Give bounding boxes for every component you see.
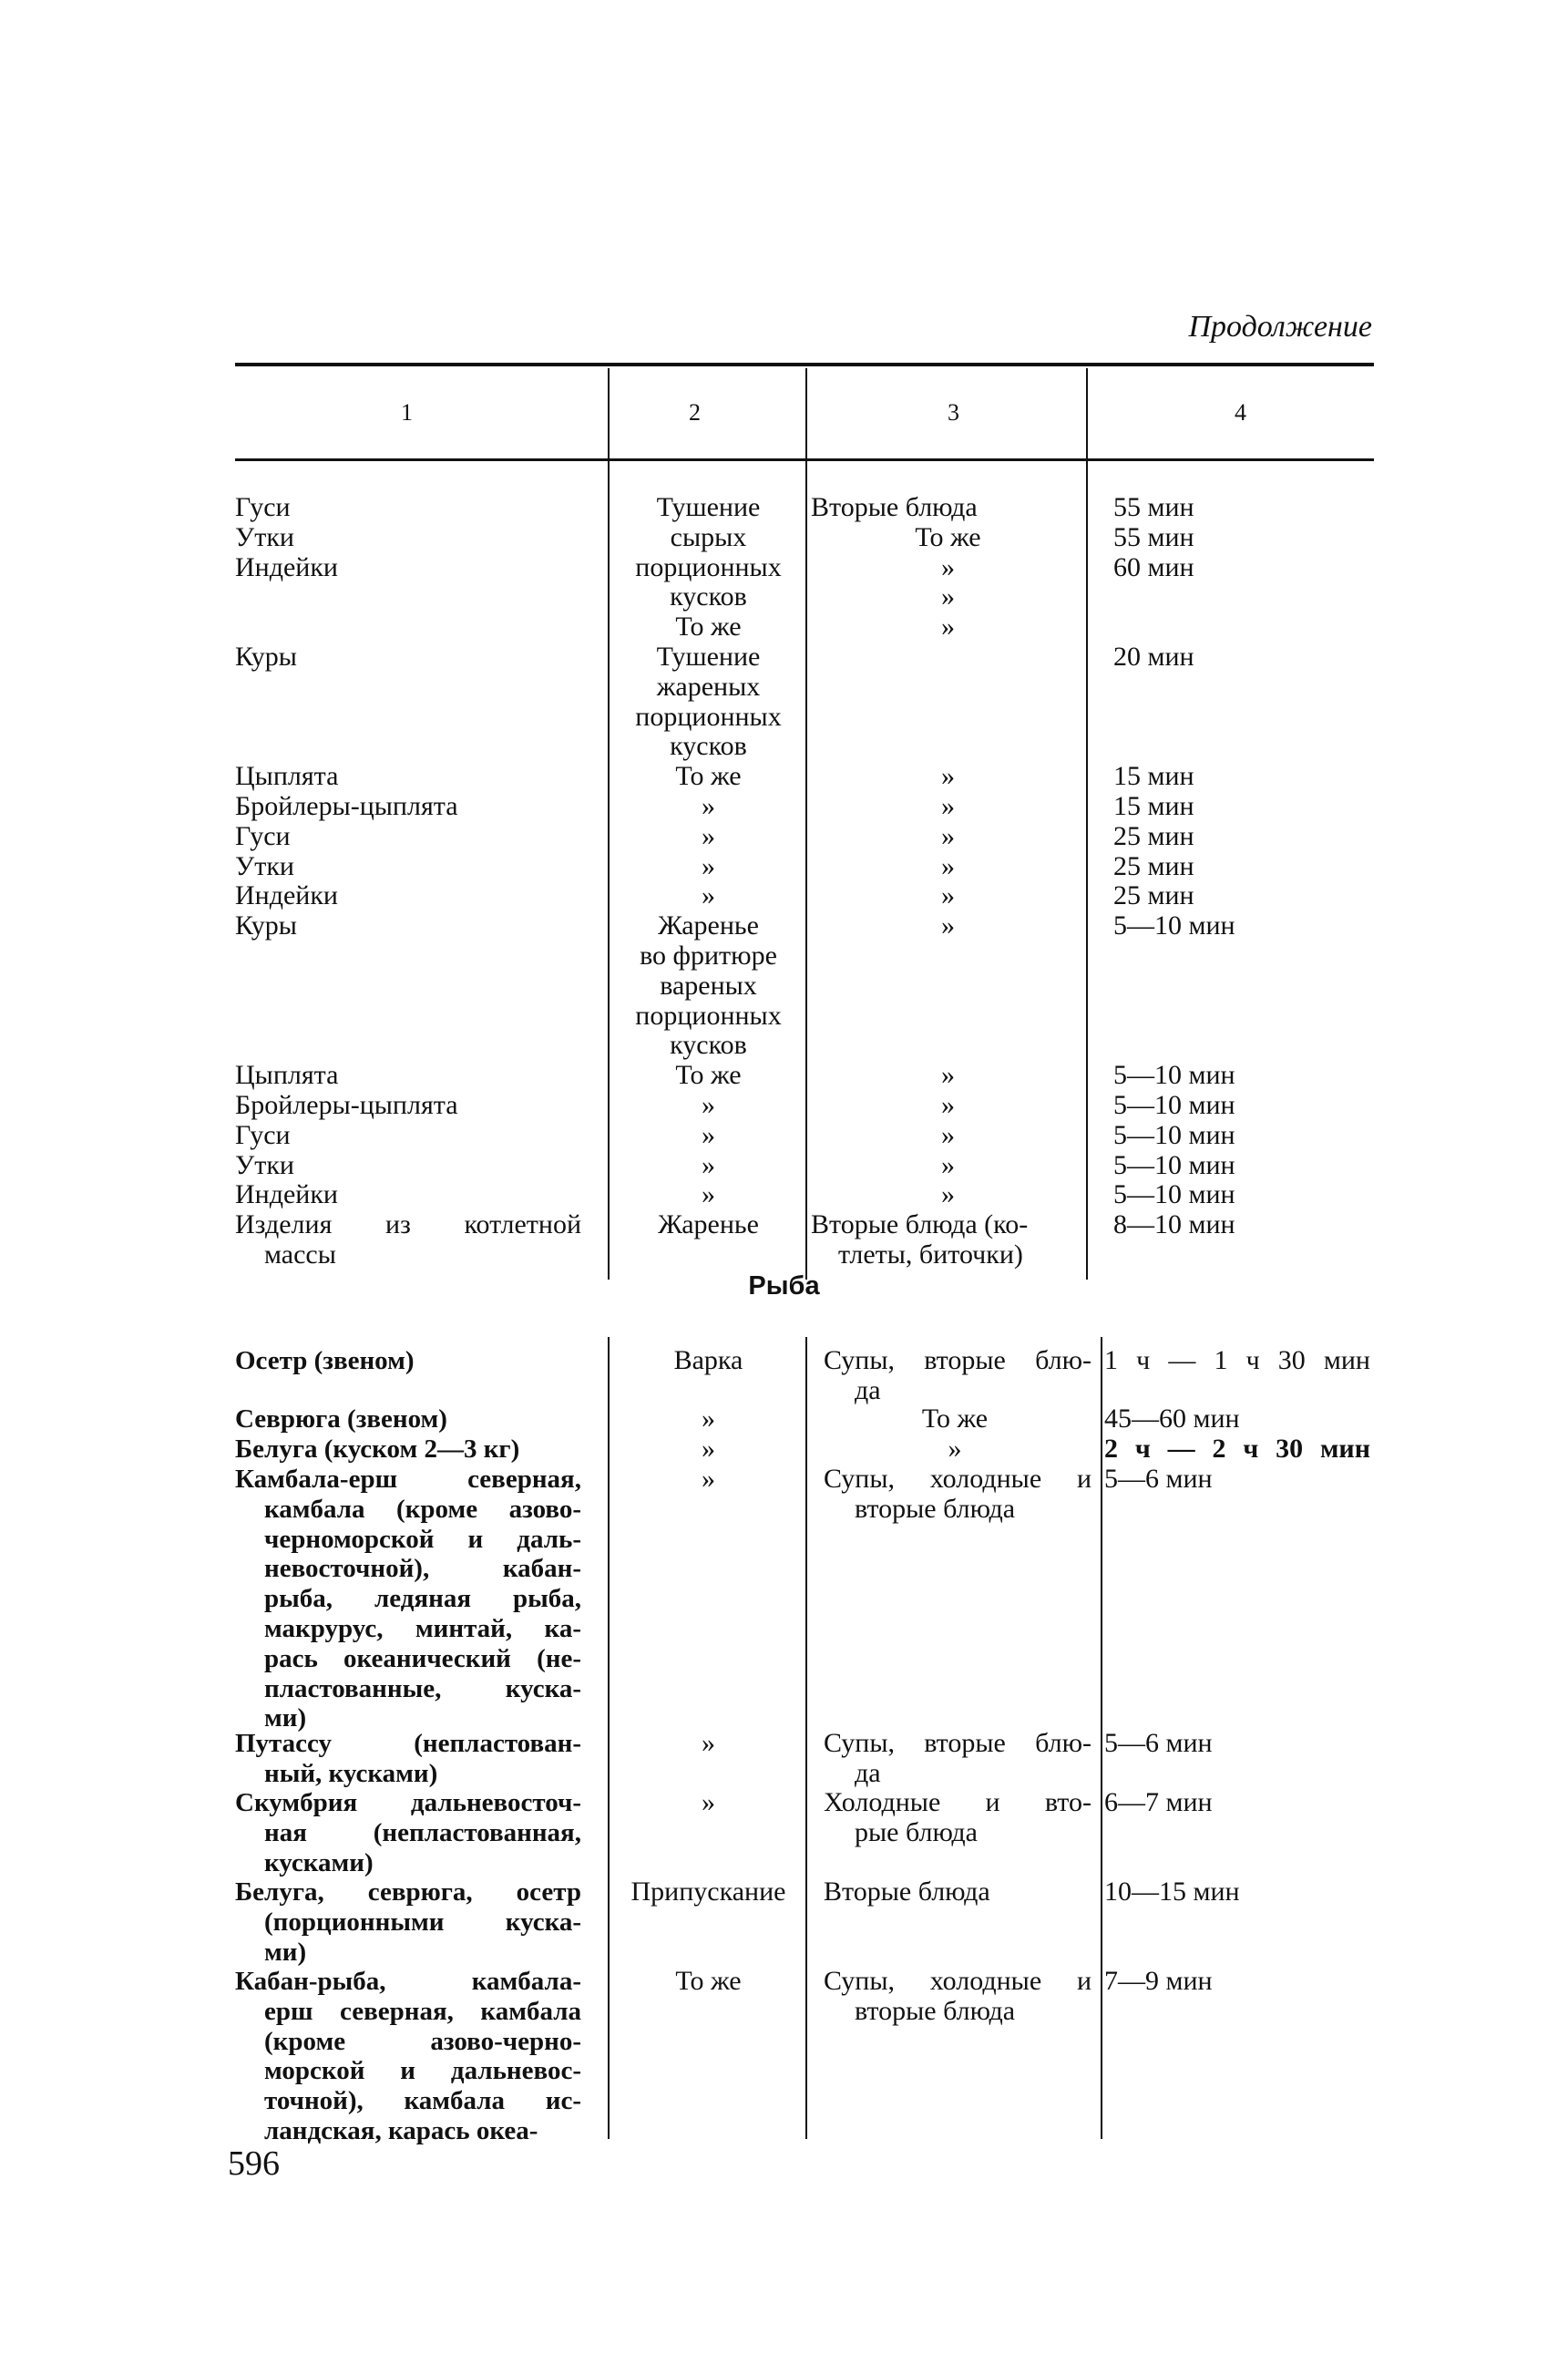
- cell-method: во фритюре: [640, 941, 777, 971]
- cell-use: »: [941, 1060, 955, 1091]
- cell-method: жареных: [656, 671, 761, 702]
- cell-use: »: [941, 1149, 955, 1180]
- cell-time: 15 мин: [1113, 791, 1194, 821]
- cell-product: камбала (кроме азово-: [264, 1494, 581, 1524]
- cell-method: »: [702, 1404, 715, 1434]
- cell-time: 25 мин: [1113, 880, 1194, 911]
- cell-time: 5—6 мин: [1104, 1464, 1213, 1494]
- cell-use: »: [941, 551, 955, 582]
- cell-use: Супы, вторые блю-: [824, 1728, 1091, 1758]
- column-header-1: 1: [401, 399, 413, 426]
- cell-use: »: [948, 1434, 962, 1464]
- cell-product: Утки: [235, 521, 294, 552]
- cell-use: »: [941, 910, 955, 941]
- cell-time: 60 мин: [1113, 551, 1194, 582]
- cell-method: »: [702, 850, 715, 881]
- cell-time: 5—10 мин: [1113, 1119, 1235, 1150]
- cell-method: »: [702, 1787, 715, 1817]
- column-rule: [608, 1337, 610, 2139]
- column-rule: [608, 368, 610, 1280]
- cell-use: Супы, вторые блю-: [824, 1345, 1091, 1375]
- cell-use: То же: [915, 521, 981, 552]
- cell-time: 20 мин: [1113, 642, 1194, 672]
- cell-product: Куры: [235, 910, 297, 941]
- cell-use: рые блюда: [855, 1816, 978, 1847]
- cell-use: »: [941, 850, 955, 881]
- cell-use: вторые блюда: [855, 1995, 1016, 2026]
- cell-time: 5—10 мин: [1113, 910, 1235, 941]
- cell-time: 8—10 мин: [1113, 1209, 1235, 1240]
- cell-method: »: [702, 1090, 715, 1120]
- cell-time: 5—10 мин: [1113, 1179, 1235, 1210]
- cell-method: вареных: [660, 970, 757, 1001]
- cell-method: »: [702, 880, 715, 911]
- section-title: Рыба: [748, 1271, 820, 1301]
- cell-use: тлеты, биточки): [838, 1239, 1023, 1270]
- cell-use: »: [941, 791, 955, 821]
- cell-product: кусками): [264, 1847, 374, 1877]
- cell-product: Скумбрия дальневосточ-: [235, 1788, 581, 1817]
- cell-product: ная (непластованная,: [264, 1817, 581, 1847]
- page-number: 596: [228, 2144, 280, 2183]
- cell-use: »: [941, 820, 955, 851]
- cell-method: кусков: [670, 1030, 747, 1061]
- cell-method: Жаренье: [658, 1209, 759, 1240]
- cell-method: »: [702, 1149, 715, 1180]
- cell-time: 25 мин: [1113, 850, 1194, 881]
- cell-use: »: [941, 761, 955, 792]
- cell-product: морской и дальневос-: [264, 2056, 581, 2086]
- cell-product: Куры: [235, 642, 297, 672]
- cell-method: порционных: [635, 1000, 782, 1031]
- cell-use: »: [941, 612, 955, 643]
- cell-product: ми): [264, 1937, 307, 1967]
- cell-time: 5—10 мин: [1113, 1060, 1235, 1091]
- cell-use: вторые блюда: [855, 1493, 1016, 1524]
- cell-product: макрурус, минтай, ка-: [264, 1614, 581, 1643]
- cell-time: 55 мин: [1113, 521, 1194, 552]
- cell-product: ный, кусками): [264, 1758, 438, 1788]
- cell-time: 7—9 мин: [1104, 1966, 1213, 1996]
- cell-product: ми): [264, 1703, 307, 1733]
- cell-time: 10—15 мин: [1104, 1877, 1240, 1907]
- cell-product: Цыплята: [235, 761, 339, 792]
- cell-method: »: [702, 1179, 715, 1210]
- continued-label: Продолжение: [1188, 310, 1372, 344]
- cell-product: черноморской и даль-: [264, 1524, 581, 1554]
- cell-product: Утки: [235, 1149, 294, 1180]
- cell-use: Вторые блюда: [811, 492, 978, 522]
- cell-time: 45—60 мин: [1104, 1404, 1240, 1434]
- cell-use: »: [941, 1090, 955, 1120]
- cell-product: Белуга (куском 2—3 кг): [235, 1434, 520, 1464]
- cell-method: То же: [675, 761, 742, 792]
- cell-method: То же: [675, 1966, 742, 1996]
- cell-product: рыба, ледяная рыба,: [264, 1584, 581, 1614]
- cell-product: ерш северная, камбала: [264, 1996, 581, 2026]
- cell-product: Индейки: [235, 551, 338, 582]
- cell-product: Осетр (звеном): [235, 1346, 415, 1375]
- cell-method: кусков: [670, 731, 747, 762]
- cell-product: Бройлеры-цыплята: [235, 1090, 458, 1120]
- cell-use: »: [941, 581, 955, 612]
- cell-time: 15 мин: [1113, 761, 1194, 792]
- cell-method: Тушение: [656, 642, 761, 672]
- cell-method: »: [702, 1464, 715, 1494]
- cell-method: »: [702, 820, 715, 851]
- cell-product: точной), камбала ис-: [264, 2086, 581, 2116]
- cell-product: Гуси: [235, 820, 291, 851]
- cell-product: массы: [264, 1239, 336, 1270]
- cell-use: То же: [921, 1404, 989, 1434]
- column-header-2: 2: [689, 399, 701, 426]
- table-header-rule: [235, 458, 1374, 461]
- cell-product: Гуси: [235, 1119, 291, 1150]
- cell-product: Камбала-ерш северная,: [235, 1465, 581, 1494]
- cell-time: 5—6 мин: [1104, 1728, 1213, 1758]
- cell-time: 1 ч — 1 ч 30 мин: [1104, 1345, 1370, 1375]
- cell-product: ландская, карась океа-: [264, 2116, 538, 2145]
- cell-use: »: [941, 1119, 955, 1150]
- cell-product: Изделия из котлетной: [235, 1209, 581, 1240]
- cell-product: Кабан-рыба, камбала-: [235, 1967, 581, 1996]
- cell-method: сырых: [670, 521, 747, 552]
- cell-time: 25 мин: [1113, 820, 1194, 851]
- cell-method: »: [702, 1728, 715, 1758]
- cell-product: Белуга, севрюга, осетр: [235, 1877, 581, 1907]
- cell-time: 55 мин: [1113, 492, 1194, 522]
- cell-product: Цыплята: [235, 1060, 339, 1091]
- cell-method: порционных: [635, 551, 782, 582]
- cell-product: (порционными куска-: [264, 1907, 581, 1937]
- cell-use: Супы, холодные и: [824, 1966, 1091, 1996]
- cell-product: Индейки: [235, 1179, 338, 1210]
- cell-use: Холодные и вто-: [824, 1787, 1091, 1817]
- cell-product: рась океанический (не-: [264, 1643, 581, 1673]
- cell-product: пластованные, куска-: [264, 1673, 581, 1703]
- cell-product: Севрюга (звеном): [235, 1404, 447, 1434]
- cell-method: »: [702, 1119, 715, 1150]
- cell-product: невосточной), кабан-: [264, 1554, 581, 1584]
- cell-use: Вторые блюда: [824, 1877, 990, 1907]
- cell-method: »: [702, 791, 715, 821]
- cell-method: кусков: [670, 581, 747, 612]
- cell-product: Бройлеры-цыплята: [235, 791, 458, 821]
- column-header-3: 3: [948, 399, 959, 426]
- cell-use: да: [855, 1757, 881, 1788]
- cell-time: 6—7 мин: [1104, 1787, 1213, 1817]
- cell-method: Припускание: [630, 1877, 786, 1907]
- column-header-4: 4: [1235, 399, 1246, 426]
- cell-product: Гуси: [235, 492, 291, 522]
- cell-method: Варка: [673, 1345, 743, 1375]
- column-rule: [1101, 1337, 1102, 2139]
- cell-method: Тушение: [656, 492, 761, 522]
- cell-product: (кроме азово-черно-: [264, 2026, 581, 2056]
- cell-method: порционных: [635, 701, 782, 732]
- cell-time: 5—10 мин: [1113, 1090, 1235, 1120]
- cell-time: 5—10 мин: [1113, 1149, 1235, 1180]
- cell-use: Вторые блюда (ко-: [811, 1209, 1029, 1240]
- cell-use: »: [941, 1179, 955, 1210]
- cell-method: То же: [675, 612, 742, 643]
- cell-product: Путассу (непластован-: [235, 1729, 581, 1758]
- cell-product: Индейки: [235, 880, 338, 911]
- cell-method: То же: [675, 1060, 742, 1091]
- cell-use: Супы, холодные и: [824, 1464, 1091, 1494]
- table-top-rule: [235, 363, 1374, 366]
- cell-time: 2 ч — 2 ч 30 мин: [1104, 1434, 1370, 1464]
- cell-product: Утки: [235, 850, 294, 881]
- cell-use: да: [855, 1374, 881, 1405]
- cell-use: »: [941, 880, 955, 911]
- cell-method: »: [702, 1434, 715, 1464]
- cell-method: Жаренье: [658, 910, 759, 941]
